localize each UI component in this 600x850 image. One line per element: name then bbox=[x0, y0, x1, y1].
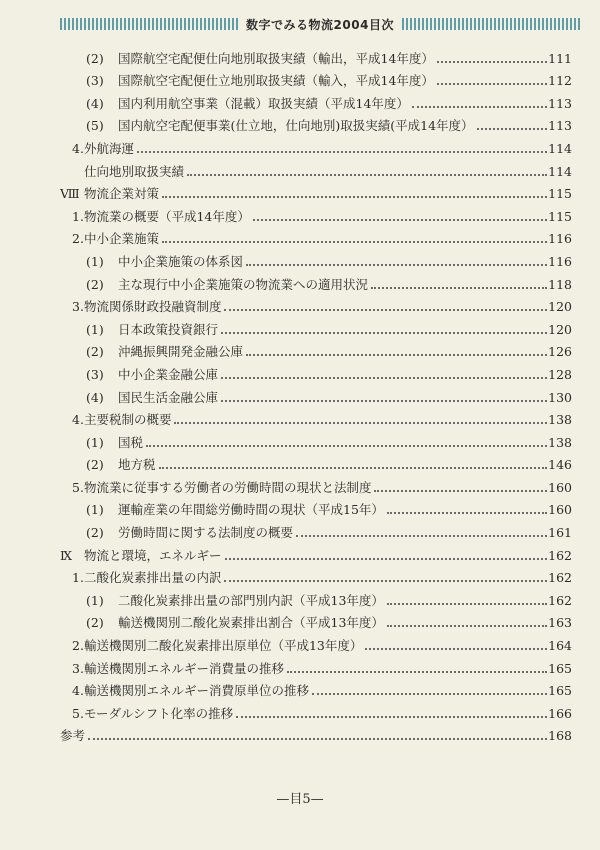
toc-entry-number: 4. bbox=[72, 140, 84, 156]
toc-entry-number: 2. bbox=[72, 231, 84, 247]
toc-entry-page: 120 bbox=[548, 321, 572, 337]
toc-entry-page: 116 bbox=[548, 231, 572, 247]
toc-entry-number: (3) bbox=[86, 366, 104, 382]
toc-entry-title bbox=[86, 278, 368, 292]
toc-entry-label: 仕向地別取扱実績 bbox=[84, 163, 185, 179]
toc-entry bbox=[60, 156, 572, 179]
toc-entry-title bbox=[86, 458, 156, 472]
toc-entry-page: 168 bbox=[548, 728, 572, 744]
toc-entry-page: 120 bbox=[548, 299, 572, 315]
dot-leader bbox=[246, 354, 547, 356]
toc-entry-number: (1) bbox=[86, 592, 104, 608]
toc-entry-title bbox=[60, 187, 159, 201]
toc-entry-page: 112 bbox=[548, 73, 572, 89]
toc-entry-label: 国内利用航空事業（混載）取扱実績（平成14年度） bbox=[118, 95, 409, 111]
toc-entry-label: 中小企業金融公庫 bbox=[118, 366, 219, 382]
toc-entry-number: 5. bbox=[72, 479, 84, 495]
toc-entry-page: 163 bbox=[548, 615, 572, 631]
dot-leader bbox=[287, 671, 547, 673]
toc-entry bbox=[60, 111, 572, 134]
toc-entry-number: (4) bbox=[86, 389, 104, 405]
toc-entry-label: 国際航空宅配便仕向地別取扱実績（輸出，平成14年度） bbox=[118, 50, 434, 66]
toc-entry-label: 国税 bbox=[118, 434, 144, 450]
toc-entry-number: 5. bbox=[72, 705, 84, 721]
toc-entry-page: 118 bbox=[548, 276, 572, 292]
toc-entry-label: 物流関係財政投融資制度 bbox=[83, 299, 222, 315]
toc-entry-label: 国内航空宅配便事業(仕立地，仕向地別)取扱実績(平成14年度） bbox=[118, 118, 474, 134]
dot-leader bbox=[187, 174, 547, 176]
toc-entry-label: 輸送機関別エネルギー消費原単位の推移 bbox=[83, 683, 309, 699]
dot-leader bbox=[162, 241, 547, 243]
toc-entry-number: 1. bbox=[72, 208, 84, 224]
dot-leader bbox=[159, 467, 548, 469]
toc-entry-number: (2) bbox=[86, 276, 104, 292]
toc-entry bbox=[60, 88, 572, 111]
toc-entry-title bbox=[86, 119, 474, 133]
toc-entry-number: (2) bbox=[86, 50, 104, 66]
toc-entry-number: (2) bbox=[86, 344, 104, 360]
dot-leader bbox=[477, 128, 548, 130]
toc-entry bbox=[60, 563, 572, 586]
toc-entry bbox=[60, 179, 572, 202]
dot-leader bbox=[221, 377, 547, 379]
toc-entry-number: Ⅷ bbox=[60, 186, 80, 202]
toc-entry bbox=[60, 201, 572, 224]
toc-entry-number: (2) bbox=[86, 525, 104, 541]
toc-entry-page: 128 bbox=[548, 366, 572, 382]
toc-entry bbox=[60, 337, 572, 360]
toc-entry-title bbox=[86, 436, 143, 450]
toc-entry-title bbox=[86, 74, 434, 88]
toc-entry-title bbox=[86, 503, 384, 517]
toc-entry-title bbox=[86, 616, 384, 630]
toc-entry-label: 二酸化炭素排出量の内訳 bbox=[83, 570, 222, 586]
toc-entry-number: 4. bbox=[72, 683, 84, 699]
toc-entry-label: 国民生活金融公庫 bbox=[118, 389, 219, 405]
toc-entry-title bbox=[72, 413, 171, 427]
toc-entry bbox=[60, 676, 572, 699]
toc-entry-title bbox=[84, 165, 184, 179]
dot-leader bbox=[412, 106, 547, 108]
toc-entry-page: 146 bbox=[548, 457, 572, 473]
toc-entry-label: 輸送機関別二酸化炭素排出割合（平成13年度） bbox=[118, 615, 384, 631]
toc-entry-page: 164 bbox=[548, 638, 572, 654]
toc-entry-number: (1) bbox=[86, 434, 104, 450]
header-bar-right bbox=[402, 18, 580, 30]
toc-entry-label: 二酸化炭素排出量の部門別内訳（平成13年度） bbox=[118, 592, 384, 608]
dot-leader bbox=[137, 151, 547, 153]
toc-entry-title bbox=[86, 323, 218, 337]
page-number: —目5— bbox=[276, 792, 324, 807]
toc-entry bbox=[60, 472, 572, 495]
toc-entry-label: 輸送機関別エネルギー消費量の推移 bbox=[83, 660, 284, 676]
toc-entry-title bbox=[60, 549, 222, 563]
toc-entry-page: 113 bbox=[548, 95, 572, 111]
toc-entry-title bbox=[72, 662, 284, 676]
dot-leader bbox=[437, 61, 547, 63]
toc-entry-page: 162 bbox=[548, 592, 572, 608]
toc-entry-label: 物流企業対策 bbox=[84, 186, 160, 202]
dot-leader bbox=[236, 716, 547, 718]
toc-entry-page: 114 bbox=[548, 163, 572, 179]
toc-entry bbox=[60, 66, 572, 89]
dot-leader bbox=[437, 83, 547, 85]
toc-entry-label: 輸送機関別二酸化炭素排出原単位（平成13年度） bbox=[83, 638, 363, 654]
dot-leader bbox=[374, 490, 547, 492]
toc-entry-title bbox=[60, 729, 85, 743]
toc-entry bbox=[60, 450, 572, 473]
toc-entry-page: 116 bbox=[548, 253, 572, 269]
toc-entry bbox=[60, 630, 572, 653]
dot-leader bbox=[371, 287, 547, 289]
dot-leader bbox=[221, 400, 547, 402]
toc-entry-page: 162 bbox=[548, 570, 572, 586]
toc-entry bbox=[60, 269, 572, 292]
toc-entry bbox=[60, 246, 572, 269]
toc-entry bbox=[60, 382, 572, 405]
dot-leader bbox=[162, 196, 547, 198]
toc-entry-number: (5) bbox=[86, 118, 104, 134]
dot-leader bbox=[387, 603, 547, 605]
toc-entry-label: モーダルシフト化率の推移 bbox=[83, 705, 234, 721]
toc-entry-page: 165 bbox=[548, 683, 572, 699]
toc-entry bbox=[60, 540, 572, 563]
toc-entry bbox=[60, 405, 572, 428]
toc-entry-page: 161 bbox=[548, 525, 572, 541]
dot-leader bbox=[387, 625, 547, 627]
toc-entry-page: 115 bbox=[548, 186, 572, 202]
toc-entry-number: 3. bbox=[72, 660, 84, 676]
toc-entry bbox=[60, 585, 572, 608]
toc-entry-label: 地方税 bbox=[118, 457, 156, 473]
toc-entry-number: Ⅸ bbox=[60, 547, 73, 563]
dot-leader bbox=[224, 309, 547, 311]
toc-entry-page: 138 bbox=[548, 412, 572, 428]
toc-entry bbox=[60, 721, 572, 744]
toc-entry-number: (3) bbox=[86, 73, 104, 89]
toc-entry-page: 138 bbox=[548, 434, 572, 450]
toc-entry-title bbox=[86, 97, 409, 111]
dot-leader bbox=[174, 422, 547, 424]
dot-leader bbox=[387, 512, 547, 514]
toc-entry-title bbox=[72, 232, 159, 246]
dot-leader bbox=[253, 219, 547, 221]
toc-entry bbox=[60, 292, 572, 315]
toc-entry-number: 2. bbox=[72, 638, 84, 654]
toc-entry-label: 沖縄振興開発金融公庫 bbox=[118, 344, 244, 360]
toc-entry-title bbox=[86, 526, 293, 540]
toc-entry-title bbox=[72, 571, 221, 585]
toc-entry-page: 162 bbox=[548, 547, 572, 563]
toc-entry-number: (1) bbox=[86, 253, 104, 269]
toc-entry-title bbox=[86, 52, 434, 66]
toc-entry-number: 1. bbox=[72, 570, 84, 586]
toc-entry-title bbox=[72, 142, 134, 156]
toc-entry bbox=[60, 43, 572, 66]
toc-entry-title bbox=[86, 255, 243, 269]
toc-entry-page: 115 bbox=[548, 208, 572, 224]
toc-entry bbox=[60, 495, 572, 518]
toc-entry-label: 主な現行中小企業施策の物流業への適用状況 bbox=[118, 276, 369, 292]
toc-entry bbox=[60, 314, 572, 337]
toc-entry-number: (2) bbox=[86, 457, 104, 473]
toc-entry-number: (4) bbox=[86, 95, 104, 111]
toc-entry-title bbox=[86, 345, 243, 359]
toc-entry-number: (1) bbox=[86, 321, 104, 337]
toc-entry-title bbox=[72, 684, 309, 698]
toc-entry-page: 165 bbox=[548, 660, 572, 676]
toc-entry-label: 中小企業施策の体系図 bbox=[118, 253, 244, 269]
dot-leader bbox=[296, 535, 547, 537]
toc-entry bbox=[60, 359, 572, 382]
dot-leader bbox=[224, 580, 547, 582]
table-of-contents bbox=[60, 43, 572, 743]
toc-entry-page: 130 bbox=[548, 389, 572, 405]
toc-entry-label: 国際航空宅配便仕立地別取扱実績（輸入，平成14年度） bbox=[118, 73, 434, 89]
toc-entry bbox=[60, 224, 572, 247]
header-bar-left bbox=[60, 18, 238, 30]
toc-entry-label: 参考 bbox=[60, 728, 86, 744]
toc-entry-label: 中小企業施策 bbox=[83, 231, 159, 247]
toc-entry-title bbox=[72, 300, 221, 314]
toc-entry-label: 日本政策投資銀行 bbox=[118, 321, 219, 337]
toc-entry-number: 4. bbox=[72, 412, 84, 428]
toc-entry-title bbox=[86, 594, 384, 608]
toc-entry-page: 126 bbox=[548, 344, 572, 360]
toc-entry-label: 物流業の概要（平成14年度） bbox=[83, 208, 250, 224]
dot-leader bbox=[246, 264, 547, 266]
toc-entry-page: 111 bbox=[548, 50, 572, 66]
toc-entry-page: 113 bbox=[548, 118, 572, 134]
dot-leader bbox=[365, 648, 547, 650]
toc-entry-page: 166 bbox=[548, 705, 572, 721]
toc-entry bbox=[60, 427, 572, 450]
toc-entry-title bbox=[86, 391, 218, 405]
toc-entry bbox=[60, 517, 572, 540]
toc-entry-page: 160 bbox=[548, 479, 572, 495]
dot-leader bbox=[225, 558, 548, 560]
toc-entry bbox=[60, 608, 572, 631]
toc-entry-label: 物流と環境，エネルギー bbox=[84, 547, 222, 563]
dot-leader bbox=[221, 332, 547, 334]
toc-entry-label: 外航海運 bbox=[83, 140, 134, 156]
page-header bbox=[60, 14, 580, 34]
toc-entry-number: (2) bbox=[86, 615, 104, 631]
toc-entry bbox=[60, 653, 572, 676]
dot-leader bbox=[146, 445, 547, 447]
toc-entry-page: 114 bbox=[548, 140, 572, 156]
dot-leader bbox=[312, 693, 547, 695]
toc-entry-title bbox=[72, 210, 250, 224]
toc-entry bbox=[60, 698, 572, 721]
toc-entry-title bbox=[72, 639, 362, 653]
toc-entry-title bbox=[86, 368, 218, 382]
toc-entry bbox=[60, 133, 572, 156]
toc-entry-number: (1) bbox=[86, 502, 104, 518]
toc-entry-page: 160 bbox=[548, 502, 572, 518]
toc-entry-title bbox=[72, 707, 233, 721]
toc-entry-label: 物流業に従事する労働者の労働時間の現状と法制度 bbox=[83, 479, 372, 495]
toc-entry-label: 主要税制の概要 bbox=[83, 412, 172, 428]
toc-entry-label: 運輸産業の年間総労働時間の現状（平成15年） bbox=[118, 502, 384, 518]
toc-entry-label: 労働時間に関する法制度の概要 bbox=[118, 525, 294, 541]
dot-leader bbox=[88, 738, 547, 740]
toc-entry-number: 3. bbox=[72, 299, 84, 315]
header-title: 数字でみる物流2004目次 bbox=[246, 17, 394, 32]
toc-entry-title bbox=[72, 481, 371, 495]
